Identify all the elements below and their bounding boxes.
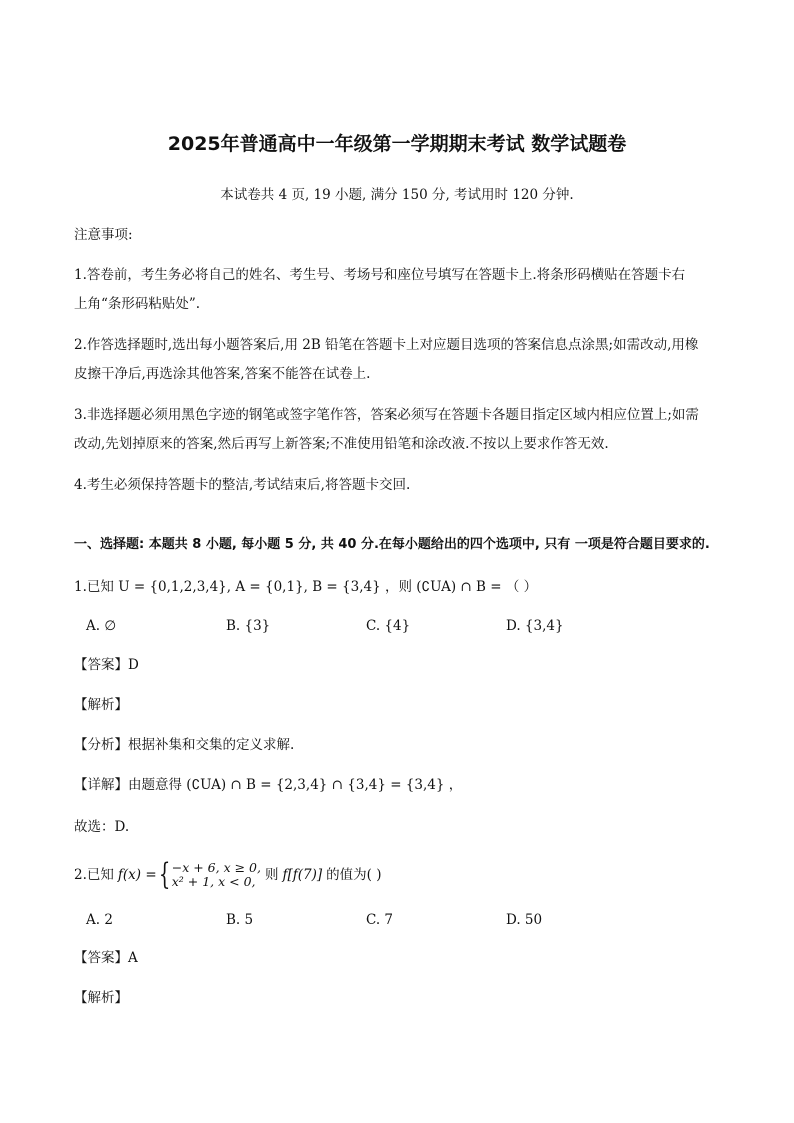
- exam-title: 2025年普通高中一年级第一学期期末考试 数学试题卷: [167, 133, 627, 155]
- question-1-fenxi: 【分析】根据补集和交集的定义求解.: [74, 737, 295, 753]
- notice-item-4-line-1: 4.考生必须保持答题卡的整洁,考试结束后,将答题卡交回.: [74, 477, 411, 493]
- notice-heading: 注意事项:: [74, 227, 133, 243]
- question-1-xiangjie: [74, 775, 724, 795]
- piecewise-brace: {: [158, 857, 170, 892]
- question-2-mid: 则: [264, 867, 279, 883]
- notice-item-1-line-2: 上角“条形码粘贴处”.: [74, 296, 201, 312]
- question-1-xiangjie-label: 【详解】由题意得: [74, 777, 182, 793]
- question-1-option-d: D. {3,4}: [506, 618, 564, 634]
- question-1-stem: [74, 577, 724, 597]
- piecewise-cases: [172, 861, 261, 889]
- notice-item-3-line-2: 改动,先划掉原来的答案,然后再写上新答案;不准使用铅笔和涂改液.不按以上要求作答无效.: [74, 436, 609, 452]
- question-1-option-b: B. {3}: [226, 618, 271, 634]
- question-2-expression: f[f(7)]: [282, 867, 323, 883]
- question-1-conclusion: 故选：D.: [74, 819, 130, 835]
- notice-item-3-line-1: 3.非选择题必须用黑色字迹的钢笔或签字笔作答，答案必须写在答题卡各题目指定区域内相应位置上;如需: [74, 407, 699, 423]
- question-2-prefix: 2.已知: [74, 867, 114, 883]
- question-2-answer: 【答案】A: [74, 950, 138, 966]
- notice-item-1-line-1: 1.答卷前，考生务必将自己的姓名、考生号、考场号和座位号填写在答题卡上.将条形码横贴在答题卡右: [74, 267, 686, 283]
- question-2-function-name: f(x) =: [117, 867, 157, 883]
- question-1-option-a: A. ∅: [86, 618, 117, 634]
- piecewise-case-1: −x + 6, x ≥ 0,: [171, 860, 261, 875]
- question-2-option-c: C. 7: [366, 912, 394, 928]
- notice-item-2-line-1: 2.作答选择题时,选出每小题答案后,用 2B 铅笔在答题卡上对应题目选项的答案信息点涂黑;如需改动,用橡: [74, 337, 699, 353]
- question-2-option-a: A. 2: [86, 912, 113, 928]
- question-1-prefix: 1.已知: [74, 579, 114, 595]
- notice-item-2-line-2: 皮擦干净后,再选涂其他答案,答案不能答在试卷上.: [74, 366, 371, 382]
- section-1-header: 一、选择题: 本题共 8 小题, 每小题 5 分, 共 40 分.在每小题给出的四个选项中, 只有 一项是符合题目要求的.: [74, 537, 710, 552]
- question-1-paren: （ ）: [505, 579, 538, 595]
- question-1-answer: 【答案】D: [74, 657, 139, 673]
- question-1-option-c: C. {4}: [366, 618, 411, 634]
- question-1-expression: (∁UA) ∩ B =: [416, 579, 502, 595]
- question-2-option-b: B. 5: [226, 912, 254, 928]
- question-2-suffix: 的值为( ): [326, 867, 382, 883]
- question-1-analysis-label: 【解析】: [74, 697, 128, 713]
- question-1-xiangjie-math: (∁UA) ∩ B = {2,3,4} ∩ {3,4} = {3,4}: [186, 777, 445, 793]
- question-2-piecewise: [157, 857, 261, 892]
- question-1-mid: ，则: [384, 579, 412, 595]
- piecewise-case-2: x² + 1, x < 0,: [171, 874, 256, 889]
- question-2-option-d: D. 50: [506, 912, 543, 928]
- question-1-xiangjie-end: ，: [448, 777, 463, 793]
- question-1-sets: U = {0,1,2,3,4}, A = {0,1}, B = {3,4}: [118, 579, 381, 595]
- question-2-analysis-label: 【解析】: [74, 990, 128, 1006]
- question-2-stem: [74, 858, 724, 892]
- exam-subtitle: 本试卷共 4 页, 19 小题, 满分 150 分, 考试用时 120 分钟.: [220, 187, 574, 203]
